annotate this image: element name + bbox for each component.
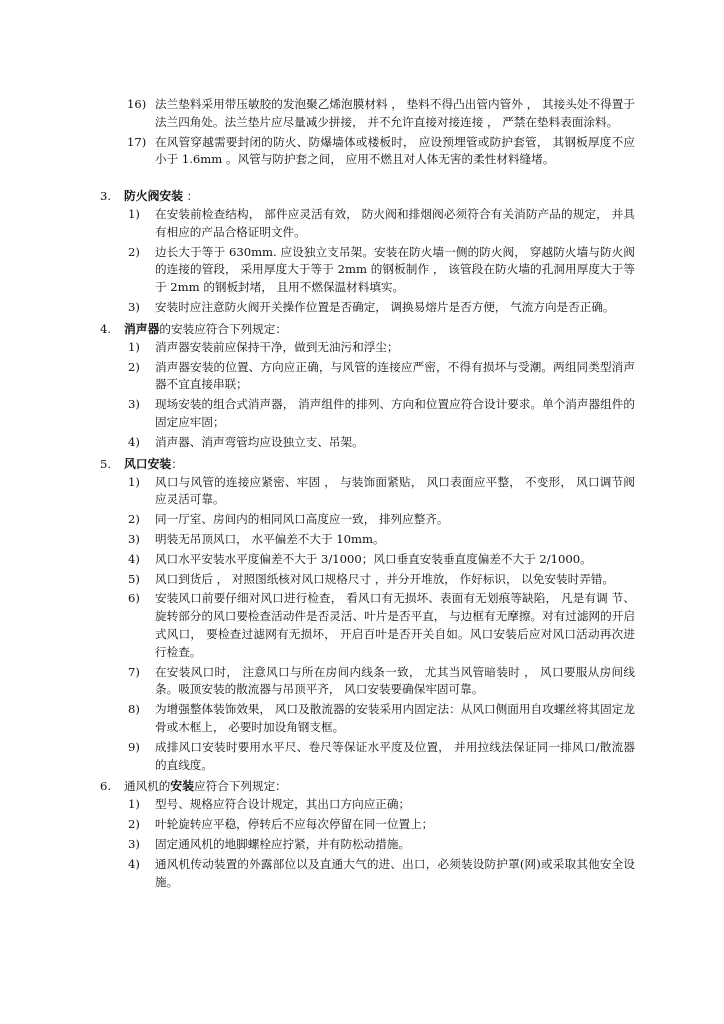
item-text: 在安装风口时， 注意风口与所在房间内线条一致， 尤其当风管暗装时 ， 风口要服从房间线条。吸顶安装的散流器与吊顶平齐， 风口安装要确保牢固可靠。 [155,664,635,697]
item-number: 3) [128,836,140,851]
section-number: 6. [100,779,112,794]
item-text: 边长大于等于 630mm. 应设独立支吊架。安装在防火墙一侧的防火阀， 穿越防火墙与防火阀的连接的管段， 采用厚度大于等于 2mm 的钢板制作 ， 该管段在防火墙的孔洞用厚度大于等于 2mm 的钢板封堵， 且用不燃保温材料填实。 [155,244,635,295]
item-text: 消声器安装前应保持干净，做到无油污和浮尘； [155,339,399,354]
item-number: 2) [128,244,140,259]
item-text: 型号、规格应符合设计规定，其出口方向应正确； [155,797,411,812]
section-air-outlet [0,454,724,775]
item-text: 法兰垫料采用带压敏胶的发泡聚乙烯泡膜材料 ， 垫料不得凸出管内管外 ， 其接头处不得置于法兰四角处。法兰垫片应尽量减少拼接， 并不允许直接对接连接 ， 严禁在垫料表面涂料。 [155,97,635,129]
section-title-prefix: 通风机的 [124,779,171,794]
item-text: 在风管穿越需要封闭的防火、防爆墙体或楼板时， 应设预埋管或防护套管， 其钢板厚度不应小于 1.6mm 。风管与防护套之间， 应用不燃且对人体无害的柔性材料缝堵。 [155,134,635,167]
list-item [0,134,635,170]
list-item [0,739,635,775]
item-number: 2) [128,512,140,527]
list-item [0,474,635,510]
item-text: 为增强整体装饰效果， 风口及散流器的安装采用内固定法：从风口侧面用自攻螺丝将其固定龙骨或木框上， 必要时加设角钢支框。 [155,702,635,734]
item-number: 5) [128,571,140,586]
list-item [0,244,635,297]
item-number: 2) [128,359,140,374]
section-title-bold: 消声器 [124,321,160,336]
item-text: 安装风口前要仔细对风口进行检查， 看风口有无损坏、表面有无划痕等缺陷， 凡是有调 节、旋转部分的风口要检查活动件是否灵活、叶片是否平直， 与边框有无摩擦。对有过滤网的开启式风口， 要检查过滤网有无损坏， 开启百叶是否开关自如。风口安装后应对风口活动再次进行检查。 [155,591,635,659]
section-title-rest: 的安装应符合下列规定： [159,321,287,336]
list-item [0,551,635,569]
list-item [0,359,635,395]
section-heading [0,319,724,339]
list-item [0,299,635,317]
section-title-rest: ： [183,189,199,203]
item-number: 16) [127,97,147,111]
list-item [0,836,635,854]
list-item [0,434,635,452]
item-number: 6) [128,591,140,606]
item-number: 2) [128,817,140,832]
section-title-rest: ： [171,456,183,471]
item-number: 1) [128,339,140,354]
section-heading [0,186,724,206]
item-number: 17) [127,134,147,149]
list-item [0,590,635,661]
item-text: 明装无吊顶风口， 水平偏差不大于 10mm。 [155,531,385,546]
item-number: 3) [128,299,140,314]
list-item [0,511,635,529]
item-text: 消声器、消声弯管均应设独立支、吊架。 [155,434,364,449]
section-title-bold: 风口安装 [124,456,172,471]
item-number: 8) [128,702,140,717]
item-number: 1) [128,474,140,489]
item-number: 1) [128,207,140,221]
item-text: 通风机传动装置的外露部位以及直通大气的进、出口，必须装设防护罩(网)或采取其他安全设施。 [155,856,635,889]
item-text: 在安装前检查结构， 部件应灵活有效， 防火阀和排烟阀必须符合有关消防产品的规定， 并具有相应的产品合格证明文件。 [155,207,635,239]
list-item [0,396,635,432]
item-number: 3) [128,397,140,412]
list-item [0,571,635,589]
list-item [0,206,635,242]
item-number: 3) [128,531,140,546]
list-item [0,816,635,834]
item-text: 固定通风机的地脚螺栓应拧紧，并有防松动措施。 [155,836,411,851]
section-title-bold: 安装 [170,779,194,794]
item-text: 同一厅室、房间内的相同风口高度应一致， 排列应整齐。 [155,512,449,527]
section-fan [0,776,724,891]
section-fire-damper [0,186,724,317]
item-text: 成排风口安装时要用水平尺、卷尺等保证水平度及位置， 并用拉线法保证同一排风口/散流器的直线度。 [155,739,635,772]
continued-items [0,96,724,171]
item-number: 4) [128,551,140,566]
section-title-bold: 防火阀安装 [124,189,183,203]
item-number: 9) [128,739,140,754]
section-number: 3. [100,189,112,203]
item-text: 叶轮旋转应平稳，停转后不应每次停留在同一位置上； [155,817,434,832]
item-text: 风口水平安装水平度偏差不大于 3/1000；风口垂直安装垂直度偏差不大于 2/1000。 [155,551,592,566]
list-item [0,701,635,737]
section-title-rest: 应符合下列规定： [194,779,287,794]
item-text: 风口与风管的连接应紧密、牢固 ， 与装饰面紧贴， 风口表面应平整， 不变形， 风口调节阀应灵活可靠。 [155,474,635,507]
item-text: 安装时应注意防火阀开关操作位置是否确定， 调换易熔片是否方便， 气流方向是否正确。 [155,299,615,314]
list-item [0,96,635,132]
list-item [0,664,635,700]
item-text: 现场安装的组合式消声器， 消声组件的排列、方向和位置应符合设计要求。单个消声器组件的固定应牢固； [155,397,635,429]
item-number: 4) [128,856,140,871]
section-number: 5. [100,456,112,471]
list-item [0,531,635,549]
section-heading [0,776,724,796]
item-number: 4) [128,434,140,449]
section-silencer [0,319,724,452]
item-number: 1) [128,797,140,812]
item-text: 消声器安装的位置、方向应正确，与风管的连接应严密，不得有损坏与受潮。两组同类型消声器不宜直接串联； [155,359,635,392]
list-item [0,339,635,357]
section-heading [0,454,724,474]
item-text: 风口到货后 ， 对照图纸核对风口规格尺寸 ，并分开堆放， 作好标识， 以免安装时弄错。 [155,571,614,586]
list-item [0,796,635,814]
item-number: 7) [128,664,140,679]
sections [0,186,724,893]
list-item [0,856,635,892]
section-number: 4. [100,321,112,336]
